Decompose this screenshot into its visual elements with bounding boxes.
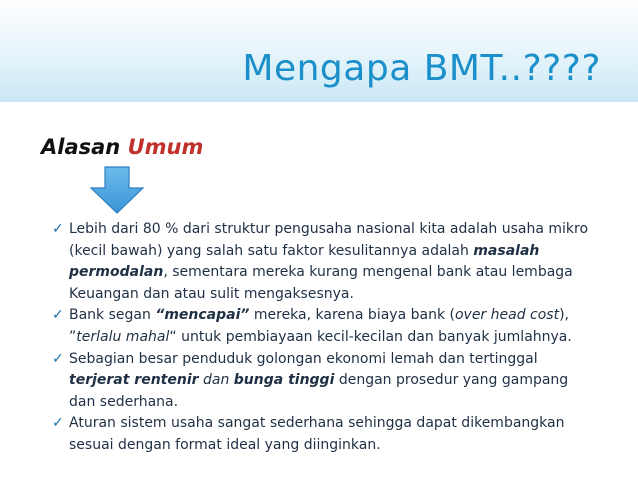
bullet-item	[52, 305, 597, 348]
bullet-text: terlalu mahal	[76, 328, 170, 345]
slide-title: Mengapa BMT..????	[242, 48, 601, 89]
down-arrow-icon	[90, 166, 144, 214]
check-mark-icon: ✓	[52, 221, 64, 237]
bullet-text: dan	[202, 372, 230, 389]
bullet-text: mereka, karena biaya bank (	[249, 307, 455, 324]
check-mark-icon: ✓	[52, 415, 64, 432]
bullet-item	[52, 349, 597, 414]
slide-subtitle	[41, 135, 203, 159]
bullet-text: , sementara mereka kurang mengenal bank atau lembaga Keuangan dan atau sulit mengaksesnya.	[69, 264, 573, 302]
bullet-text: terjerat rentenir	[69, 372, 199, 389]
check-mark-icon: ✓	[52, 307, 64, 324]
subtitle-accent: Umum	[127, 135, 204, 159]
bullet-item	[52, 413, 597, 456]
bullet-text: dengan prosedur yang gampang dan sederhana.	[69, 372, 569, 410]
bullet-text: Lebih dari 80 % dari struktur pengusaha nasional kita adalah usaha mikro (kecil bawah) yang salah satu faktor kesulitannya adalah	[69, 221, 589, 259]
subtitle-main: Alasan	[41, 135, 121, 159]
bullet-list	[52, 219, 597, 457]
bullet-text: “ untuk pembiayaan kecil-kecilan dan banyak jumlahnya.	[169, 328, 572, 345]
header-divider	[0, 102, 638, 103]
bullet-text: Aturan sistem usaha sangat sederhana sehingga dapat dikembangkan sesuai dengan format ideal yang diinginkan.	[69, 415, 565, 453]
bullet-text: Bank segan	[69, 307, 156, 324]
bullet-item	[52, 219, 597, 305]
bullet-text: Sebagian besar penduduk golongan ekonomi lemah dan tertinggal	[69, 350, 538, 367]
bullet-text: ), ”	[69, 307, 570, 345]
bullet-text: bunga tinggi	[233, 372, 335, 389]
bullet-text: “mencapai”	[155, 307, 250, 324]
bullet-text: masalah permodalan	[69, 242, 540, 281]
bullet-text: over head cost	[454, 307, 560, 324]
check-mark-icon: ✓	[52, 350, 64, 367]
